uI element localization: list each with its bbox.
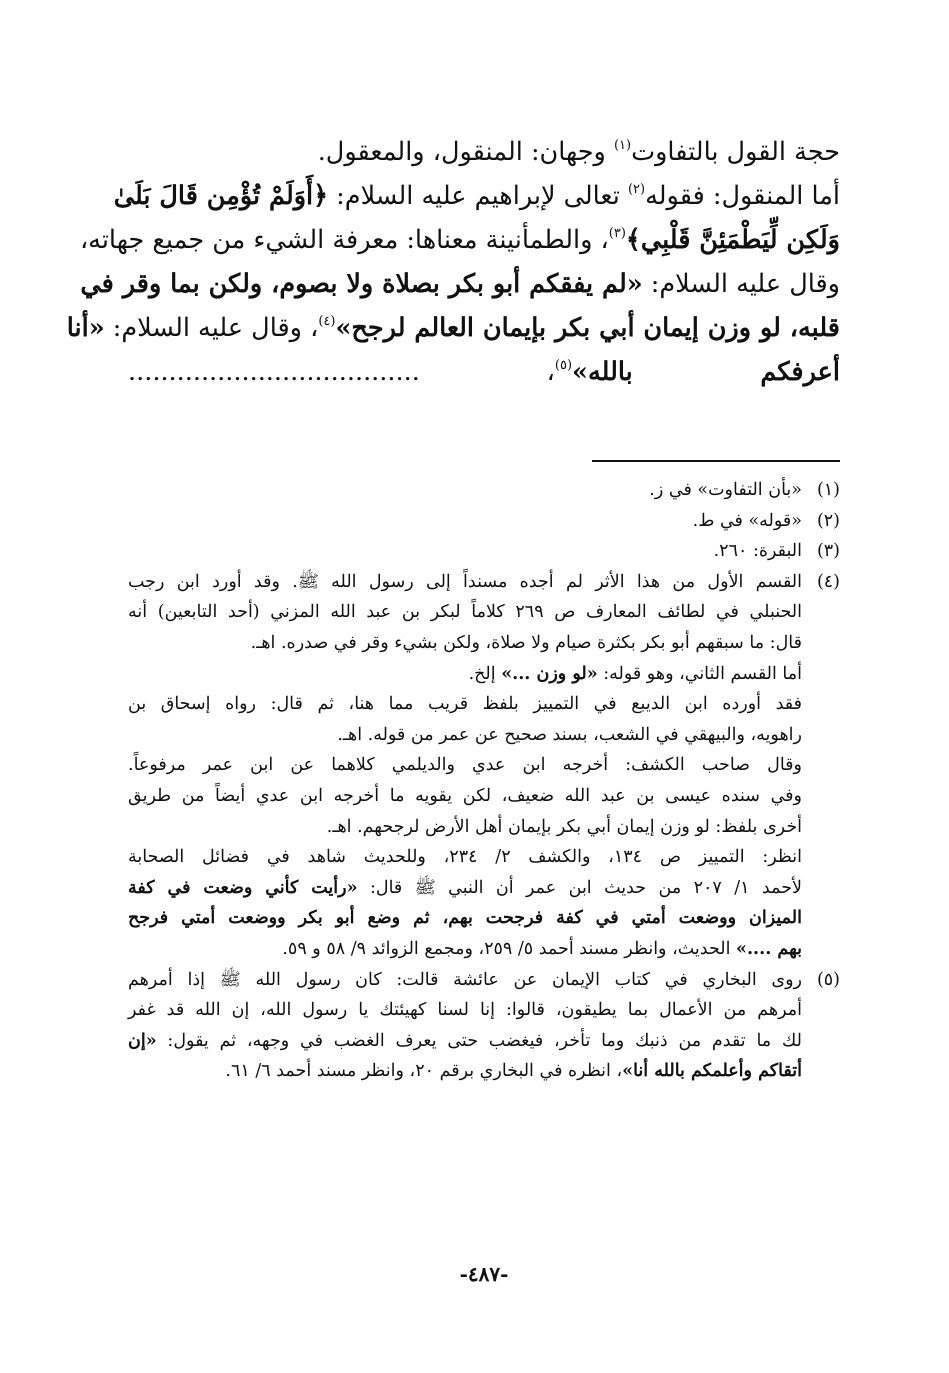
footnote-4-line — [128, 781, 840, 812]
hadith-quote: «لم يفقكم أبو بكر بصلاة ولا بصوم، ولكن بما وقر في — [80, 269, 643, 299]
body-line-4 — [80, 262, 840, 306]
footnote-4-line — [128, 628, 840, 659]
footnote-divider — [592, 460, 840, 462]
quran-verse: ﴿أَوَلَمْ تُؤْمِن قَالَ بَلَىٰ — [113, 181, 329, 211]
text: فقد أورده ابن الديبع في التمييز بلفظ قريب مما هنا، ثم قال: رواه إسحاق بن — [128, 694, 802, 715]
text: تعالى لإبراهيم عليه السلام: — [328, 181, 628, 211]
footnote-4-line — [128, 597, 840, 628]
body-line-5 — [66, 306, 840, 350]
text: روى البخاري في كتاب الإيمان عن عائشة قالت: كان رسول الله ﷺ إذا أمرهم — [128, 969, 802, 990]
footnote-5-line — [128, 1026, 840, 1057]
text: ، انظره في البخاري برقم ٢٠، وانظر مسند أحمد ٦/ ٦١. — [225, 1061, 623, 1082]
footnote-5-line — [128, 1056, 840, 1087]
hadith-quote: الميزان ووضعت أمتي في كفة فرجحت بهم، ثم وضع أبو بكر ووضعت أمتي فرجح — [128, 908, 802, 929]
footnote-4 — [128, 567, 840, 598]
page-number: -٤٨٧- — [459, 1262, 509, 1286]
hadith-quote: «أنا — [66, 313, 105, 343]
footnote-4-line — [128, 873, 840, 904]
text: وجهان: المنقول، والمعقول. — [317, 137, 614, 167]
text: الحنبلي في لطائف المعارف ص ٢٦٩ كلاماً لبكر بن عبد الله المزني (أحد التابعين) أنه — [128, 602, 802, 623]
footnote-5 — [128, 965, 840, 996]
hadith-quote: أتقاكم وأعلمكم بالله أنا» — [622, 1061, 802, 1082]
text: لك ما تقدم من ذنبك وما تأخر، فيغضب حتى يعرف الغضب في وجهه، ثم يقول: — [156, 1030, 802, 1051]
footnote-4-line — [128, 720, 840, 751]
text: وقال عليه السلام: — [642, 269, 840, 299]
hadith-quote: أعرفكم بالله» — [572, 357, 840, 387]
footnote-ref-4[interactable]: (٤) — [318, 313, 336, 329]
text: وفي سنده عيسى بن عبد الله ضعيف، لكن يقويه ما أخرجه ابن عدي أيضاً من طريق — [128, 785, 802, 806]
footnote-4-line — [128, 659, 840, 690]
footnotes — [128, 475, 840, 1087]
text: «بأن التفاوت» في ز. — [649, 480, 802, 500]
text: الحديث، وانظر مسند أحمد ٥/ ٢٥٩، ومجمع الزوائد ٩/ ٥٨ و ٥٩. — [282, 938, 737, 959]
text: أما المنقول: فقوله — [645, 181, 840, 211]
text: راهويه، والبيهقي في الشعب، بسند صحيح عن عمر من قوله. اهـ. — [337, 724, 802, 745]
text: لأحمد ١/ ٢٠٧ من حديث ابن عمر أن النبي ﷺ قال: — [357, 877, 803, 898]
text: أخرى بلفظ: لو وزن إيمان أبي بكر بإيمان أهل الأرض لرجحهم. اهـ. — [326, 816, 802, 837]
footnote-number: (٢) — [816, 510, 840, 531]
text: القسم الأول من هذا الأثر لم أجده مسنداً إلى رسول الله ﷺ. وقد أورد ابن رجب — [128, 571, 802, 592]
body-line-3 — [79, 218, 840, 262]
footnote-4-line — [128, 750, 840, 781]
hadith-quote: بهم ....» — [736, 938, 802, 959]
footnote-number: (١) — [816, 480, 840, 500]
text: وقال صاحب الكشف: أخرجه ابن عدي والديلمي كلاهما عن ابن عمر مرفوعاً. — [128, 755, 802, 776]
body-line-6 — [128, 350, 840, 394]
hadith-quote: «رأيت كأني وضعت في كفة — [128, 877, 358, 898]
body-line-2 — [113, 174, 840, 218]
ellipsis-dots: .................................... — [128, 357, 420, 387]
body-line-1 — [128, 130, 840, 174]
footnote-3 — [128, 536, 840, 567]
hadith-quote: قلبه، لو وزن إيمان أبي بكر بإيمان العالم لرجح» — [335, 313, 840, 343]
quran-verse: وَلَكِن لِّيَطْمَئِنَّ قَلْبِي﴾ — [625, 225, 840, 255]
text: إلخ. — [468, 663, 502, 684]
text: ، وقال عليه السلام: — [104, 313, 319, 343]
text: «قوله» في ط. — [692, 510, 802, 531]
footnote-number: (٤) — [816, 571, 840, 592]
footnote-ref-2[interactable]: (٢) — [627, 181, 646, 197]
footnote-5-line — [128, 995, 840, 1026]
footnote-number: (٥) — [816, 969, 840, 990]
footnote-4-line — [128, 812, 840, 843]
text: قال: ما سبقهم أبو بكر بكثرة صيام ولا صلاة، ولكن بشيء وقر في صدره. اهـ. — [250, 632, 802, 653]
footnote-4-line — [128, 689, 840, 720]
footnote-1 — [128, 475, 840, 506]
text: أمرهم من الأعمال بما يطيقون، قالوا: إنا لسنا كهيئتك يا رسول الله، إن الله قد غفر — [128, 1000, 802, 1021]
text: أما القسم الثاني، وهو قوله: — [597, 663, 802, 684]
footnote-4-line — [128, 903, 840, 934]
hadith-quote: «إن — [128, 1030, 157, 1051]
text: البقرة: ٢٦٠. — [713, 541, 802, 562]
text: ، والطمأنينة معناها: معرفة الشيء من جميع جهاته، — [79, 225, 609, 255]
text: حجة القول بالتفاوت — [631, 137, 840, 167]
quote: «لو وزن ...» — [501, 663, 598, 684]
text: انظر: التمييز ص ١٣٤، والكشف ٢/ ٢٣٤، وللحديث شاهد في فضائل الصحابة — [128, 847, 803, 868]
footnote-4-line — [128, 842, 840, 873]
footnote-ref-1[interactable]: (١) — [613, 137, 632, 153]
footnote-4-line — [128, 934, 840, 965]
footnote-number: (٣) — [816, 541, 840, 562]
footnote-2 — [128, 506, 840, 537]
footnote-ref-5[interactable]: (٥) — [554, 357, 573, 373]
page — [66, 130, 840, 1286]
text: ، — [419, 357, 555, 387]
footnote-ref-3[interactable]: (٣) — [608, 225, 626, 241]
